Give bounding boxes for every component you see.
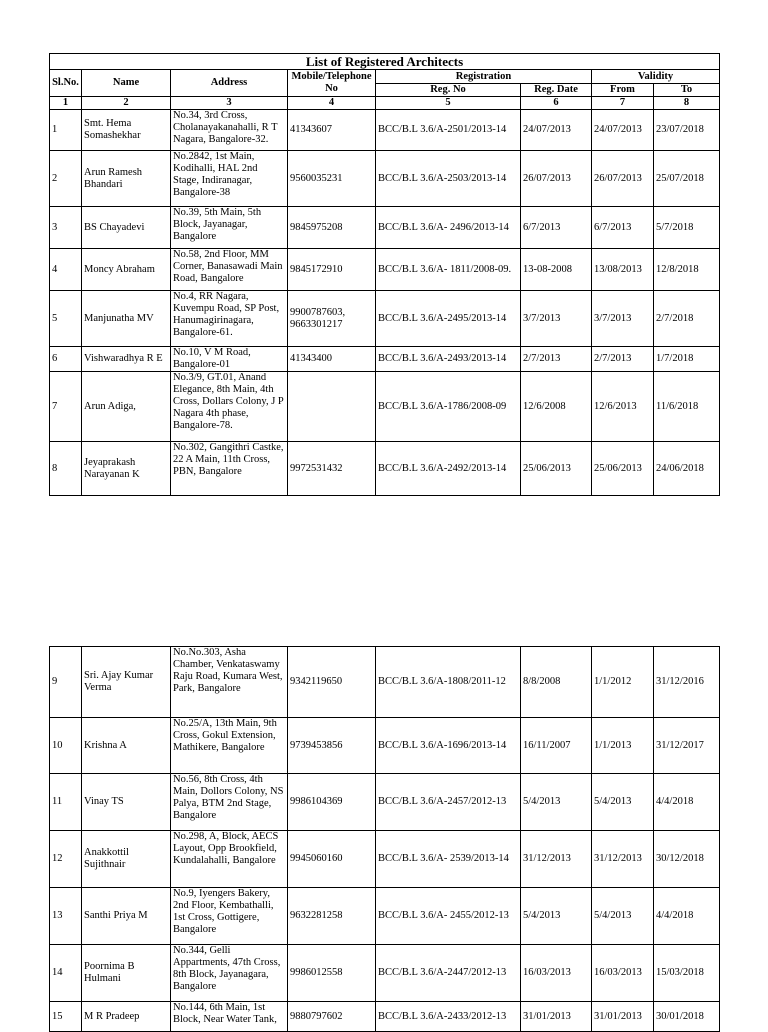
cell-regdate: 12/6/2008 (521, 372, 592, 442)
cell-from: 6/7/2013 (592, 207, 654, 249)
cell-name: Manjunatha MV (82, 291, 171, 347)
cell-phone: 9986012558 (288, 945, 376, 1002)
cell-name: Poornima B Hulmani (82, 945, 171, 1002)
header-slno: Sl.No. (50, 70, 82, 97)
cell-address: No.4, RR Nagara, Kuvempu Road, SP Post, Hanumagirinagara, Bangalore-61. (171, 291, 288, 347)
cell-regno: BCC/B.L 3.6/A-1696/2013-14 (376, 718, 521, 774)
header-to: To (654, 84, 720, 97)
cell-address: No.58, 2nd Floor, MM Corner, Banasawadi Main Road, Bangalore (171, 249, 288, 291)
cell-regno: BCC/B.L 3.6/A-2447/2012-13 (376, 945, 521, 1002)
header-regdate: Reg. Date (521, 84, 592, 97)
cell-regdate: 2/7/2013 (521, 347, 592, 372)
cell-address: No.34, 3rd Cross, Cholanayakanahalli, R T Nagara, Bangalore-32. (171, 110, 288, 151)
cell-phone: 41343607 (288, 110, 376, 151)
cell-name: Sri. Ajay Kumar Verma (82, 647, 171, 718)
cell-to: 4/4/2018 (654, 774, 720, 831)
header-from: From (592, 84, 654, 97)
cell-to: 15/03/2018 (654, 945, 720, 1002)
cell-sl: 13 (50, 888, 82, 945)
cell-regno: BCC/B.L 3.6/A- 1811/2008-09. (376, 249, 521, 291)
cell-regdate: 24/07/2013 (521, 110, 592, 151)
cell-phone: 9900787603, 9663301217 (288, 291, 376, 347)
table-row (50, 372, 720, 442)
table-row (50, 442, 720, 496)
cell-to: 31/12/2017 (654, 718, 720, 774)
column-number: 4 (288, 97, 376, 110)
cell-from: 25/06/2013 (592, 442, 654, 496)
cell-sl: 11 (50, 774, 82, 831)
cell-from: 13/08/2013 (592, 249, 654, 291)
cell-address: No.25/A, 13th Main, 9th Cross, Gokul Extension, Mathikere, Bangalore (171, 718, 288, 774)
cell-phone: 9880797602 (288, 1002, 376, 1032)
cell-name: Vinay TS (82, 774, 171, 831)
cell-address: No.39, 5th Main, 5th Block, Jayanagar, Bangalore (171, 207, 288, 249)
cell-address: No.3/9, GT.01, Anand Elegance, 8th Main, 4th Cross, Dollars Colony, J P Nagara 4th phase, Bangalore-78. (171, 372, 288, 442)
cell-sl: 14 (50, 945, 82, 1002)
cell-regno: BCC/B.L 3.6/A-2495/2013-14 (376, 291, 521, 347)
cell-name: Santhi Priya M (82, 888, 171, 945)
cell-sl: 6 (50, 347, 82, 372)
header-phone: Mobile/Telephone No (288, 70, 376, 97)
column-number-row (50, 97, 720, 110)
cell-address: No.344, Gelli Appartments, 47th Cross, 8th Block, Jayanagara, Bangalore (171, 945, 288, 1002)
cell-to: 24/06/2018 (654, 442, 720, 496)
table-row (50, 774, 720, 831)
cell-regno: BCC/B.L 3.6/A-2503/2013-14 (376, 151, 521, 207)
cell-address: No.9, Iyengers Bakery, 2nd Floor, Kembathalli, 1st Cross, Gottigere, Bangalore (171, 888, 288, 945)
cell-phone: 9986104369 (288, 774, 376, 831)
cell-to: 31/12/2016 (654, 647, 720, 718)
table-row (50, 151, 720, 207)
cell-name: Arun Ramesh Bhandari (82, 151, 171, 207)
column-number: 8 (654, 97, 720, 110)
cell-phone: 9560035231 (288, 151, 376, 207)
cell-sl: 1 (50, 110, 82, 151)
table-row (50, 249, 720, 291)
cell-regno: BCC/B.L 3.6/A-2433/2012-13 (376, 1002, 521, 1032)
cell-to: 11/6/2018 (654, 372, 720, 442)
cell-regno: BCC/B.L 3.6/A-2501/2013-14 (376, 110, 521, 151)
table-row (50, 291, 720, 347)
cell-regdate: 16/11/2007 (521, 718, 592, 774)
cell-from: 26/07/2013 (592, 151, 654, 207)
cell-regdate: 6/7/2013 (521, 207, 592, 249)
page-title: List of Registered Architects (50, 54, 720, 70)
cell-sl: 15 (50, 1002, 82, 1032)
cell-phone: 9739453856 (288, 718, 376, 774)
cell-sl: 12 (50, 831, 82, 888)
table-row (50, 347, 720, 372)
cell-sl: 10 (50, 718, 82, 774)
cell-address: No.298, A, Block, AECS Layout, Opp Brookfield, Kundalahalli, Bangalore (171, 831, 288, 888)
cell-sl: 5 (50, 291, 82, 347)
header-regno: Reg. No (376, 84, 521, 97)
cell-from: 1/1/2013 (592, 718, 654, 774)
cell-phone (288, 372, 376, 442)
cell-regdate: 16/03/2013 (521, 945, 592, 1002)
cell-regno: BCC/B.L 3.6/A- 2496/2013-14 (376, 207, 521, 249)
table-row (50, 888, 720, 945)
cell-to: 30/12/2018 (654, 831, 720, 888)
cell-name: Vishwaradhya R E (82, 347, 171, 372)
cell-name: Anakkottil Sujithnair (82, 831, 171, 888)
cell-address: No.302, Gangithri Castke, 22 A Main, 11th Cross, PBN, Bangalore (171, 442, 288, 496)
cell-from: 3/7/2013 (592, 291, 654, 347)
cell-to: 25/07/2018 (654, 151, 720, 207)
column-number: 6 (521, 97, 592, 110)
cell-name: Moncy Abraham (82, 249, 171, 291)
cell-regno: BCC/B.L 3.6/A-2493/2013-14 (376, 347, 521, 372)
cell-from: 31/01/2013 (592, 1002, 654, 1032)
table-row (50, 831, 720, 888)
cell-regdate: 25/06/2013 (521, 442, 592, 496)
table-row (50, 945, 720, 1002)
cell-phone: 9945060160 (288, 831, 376, 888)
cell-to: 30/01/2018 (654, 1002, 720, 1032)
cell-from: 5/4/2013 (592, 888, 654, 945)
header-name: Name (82, 70, 171, 97)
cell-to: 5/7/2018 (654, 207, 720, 249)
cell-regno: BCC/B.L 3.6/A-1786/2008-09 (376, 372, 521, 442)
cell-address: No.No.303, Asha Chamber, Venkataswamy Raju Road, Kumara West, Park, Bangalore (171, 647, 288, 718)
cell-sl: 2 (50, 151, 82, 207)
table-row (50, 207, 720, 249)
cell-regno: BCC/B.L 3.6/A-2492/2013-14 (376, 442, 521, 496)
column-number: 3 (171, 97, 288, 110)
cell-name: Smt. Hema Somashekhar (82, 110, 171, 151)
header-validity: Validity (592, 70, 720, 84)
table-row (50, 110, 720, 151)
header-registration: Registration (376, 70, 592, 84)
cell-regno: BCC/B.L 3.6/A- 2455/2012-13 (376, 888, 521, 945)
cell-from: 16/03/2013 (592, 945, 654, 1002)
cell-from: 5/4/2013 (592, 774, 654, 831)
cell-regdate: 3/7/2013 (521, 291, 592, 347)
cell-phone: 41343400 (288, 347, 376, 372)
cell-from: 31/12/2013 (592, 831, 654, 888)
cell-sl: 8 (50, 442, 82, 496)
architects-table (49, 53, 720, 496)
cell-regno: BCC/B.L 3.6/A- 2539/2013-14 (376, 831, 521, 888)
cell-from: 2/7/2013 (592, 347, 654, 372)
cell-to: 12/8/2018 (654, 249, 720, 291)
cell-phone: 9342119650 (288, 647, 376, 718)
cell-sl: 7 (50, 372, 82, 442)
cell-name: BS Chayadevi (82, 207, 171, 249)
cell-sl: 4 (50, 249, 82, 291)
cell-regdate: 31/12/2013 (521, 831, 592, 888)
cell-address: No.10, V M Road, Bangalore-01 (171, 347, 288, 372)
cell-regdate: 26/07/2013 (521, 151, 592, 207)
cell-regdate: 5/4/2013 (521, 774, 592, 831)
column-number: 7 (592, 97, 654, 110)
table-row (50, 718, 720, 774)
cell-phone: 9845975208 (288, 207, 376, 249)
cell-to: 4/4/2018 (654, 888, 720, 945)
cell-address: No.2842, 1st Main, Kodihalli, HAL 2nd Stage, Indiranagar, Bangalore-38 (171, 151, 288, 207)
cell-regdate: 8/8/2008 (521, 647, 592, 718)
cell-address: No.56, 8th Cross, 4th Main, Dollors Colony, NS Palya, BTM 2nd Stage, Bangalore (171, 774, 288, 831)
cell-regno: BCC/B.L 3.6/A-2457/2012-13 (376, 774, 521, 831)
cell-to: 2/7/2018 (654, 291, 720, 347)
cell-name: Krishna A (82, 718, 171, 774)
cell-regdate: 5/4/2013 (521, 888, 592, 945)
header-address: Address (171, 70, 288, 97)
cell-to: 1/7/2018 (654, 347, 720, 372)
cell-name: Jeyaprakash Narayanan K (82, 442, 171, 496)
cell-from: 1/1/2012 (592, 647, 654, 718)
column-number: 2 (82, 97, 171, 110)
cell-regno: BCC/B.L 3.6/A-1808/2011-12 (376, 647, 521, 718)
column-number: 5 (376, 97, 521, 110)
table-row (50, 1002, 720, 1032)
cell-name: M R Pradeep (82, 1002, 171, 1032)
cell-to: 23/07/2018 (654, 110, 720, 151)
cell-regdate: 13-08-2008 (521, 249, 592, 291)
cell-address: No.144, 6th Main, 1st Block, Near Water Tank, (171, 1002, 288, 1032)
column-number: 1 (50, 97, 82, 110)
cell-sl: 9 (50, 647, 82, 718)
table-row (50, 647, 720, 718)
cell-sl: 3 (50, 207, 82, 249)
cell-phone: 9845172910 (288, 249, 376, 291)
cell-regdate: 31/01/2013 (521, 1002, 592, 1032)
cell-phone: 9972531432 (288, 442, 376, 496)
cell-name: Arun Adiga, (82, 372, 171, 442)
architects-table-continued (49, 646, 720, 1032)
cell-phone: 9632281258 (288, 888, 376, 945)
cell-from: 24/07/2013 (592, 110, 654, 151)
cell-from: 12/6/2013 (592, 372, 654, 442)
